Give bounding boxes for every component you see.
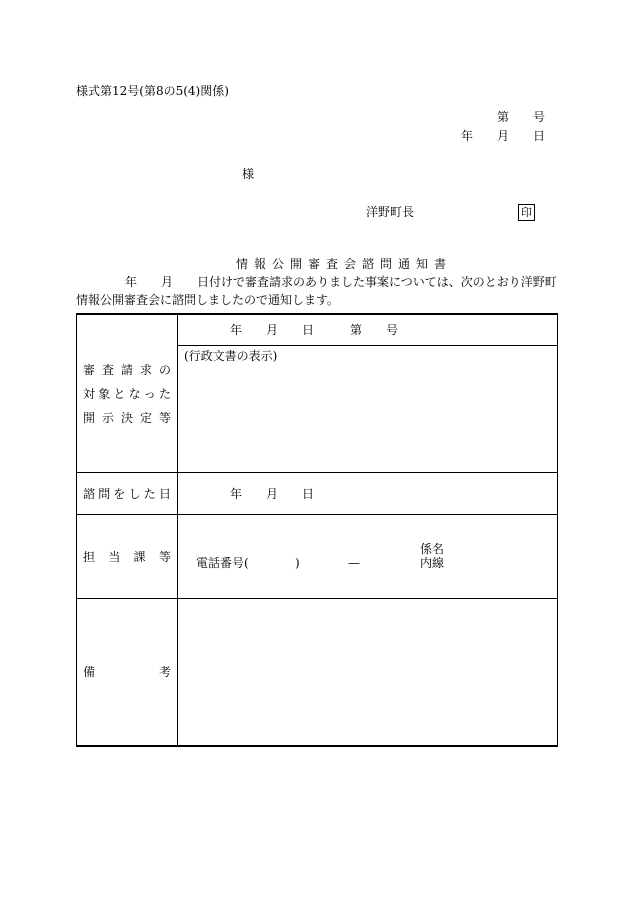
subject-date-number-area[interactable] [178, 315, 557, 346]
label-department: 担当課等 [83, 549, 171, 564]
form-code: 様式第12号(第8の5(4)関係) [76, 84, 229, 98]
addressee-suffix: 様 [242, 167, 255, 181]
table-row-consult-date [77, 473, 558, 515]
document-title: 情報公開審査会諮問通知書 [236, 257, 453, 271]
document-number-line: 第 号 [497, 110, 546, 124]
body-text-line-2: 情報公開審査会に諮問しましたので通知します。 [76, 293, 340, 307]
table-row-department [77, 515, 558, 599]
document-description-label: (行政文書の表示) [184, 349, 278, 363]
sender-title: 洋野町長 [366, 205, 415, 219]
phone-label: 電話番号( [196, 556, 249, 570]
label-subject-line-2: 対象となった [83, 386, 171, 401]
phone-close-paren: ) [295, 556, 300, 570]
label-cell-subject [77, 314, 178, 473]
value-cell-remarks[interactable] [178, 599, 558, 746]
subject-date-number: 年 月 日 第 号 [230, 323, 399, 337]
extension-label: 内線 [420, 556, 445, 570]
staff-label: 係名 [420, 542, 445, 556]
phone-dash: — [348, 556, 360, 570]
label-cell-department [77, 515, 178, 599]
consult-date-value: 年 月 日 [230, 487, 315, 501]
body-text-line-1: 年 月 日付けで審査請求のありました事案については、次のとおり洋野町 [125, 275, 557, 289]
value-cell-department[interactable] [178, 515, 558, 599]
value-cell-consult-date[interactable] [178, 473, 558, 515]
document-description-area[interactable] [178, 346, 557, 472]
label-subject-line-1: 審査請求の [83, 362, 171, 377]
document-date-line: 年 月 日 [461, 129, 546, 143]
label-subject-line-3: 開示決定等 [83, 410, 171, 425]
seal-stamp-box: 印 [518, 204, 535, 221]
table-row-remarks [77, 599, 558, 746]
table-row-subject [77, 314, 558, 473]
label-remarks: 備考 [83, 664, 171, 679]
value-cell-subject[interactable] [178, 314, 558, 473]
label-cell-remarks [77, 599, 178, 746]
notice-form-table [76, 313, 558, 747]
label-cell-consult-date [77, 473, 178, 515]
label-consult-date: 諮問をした日 [83, 486, 171, 501]
